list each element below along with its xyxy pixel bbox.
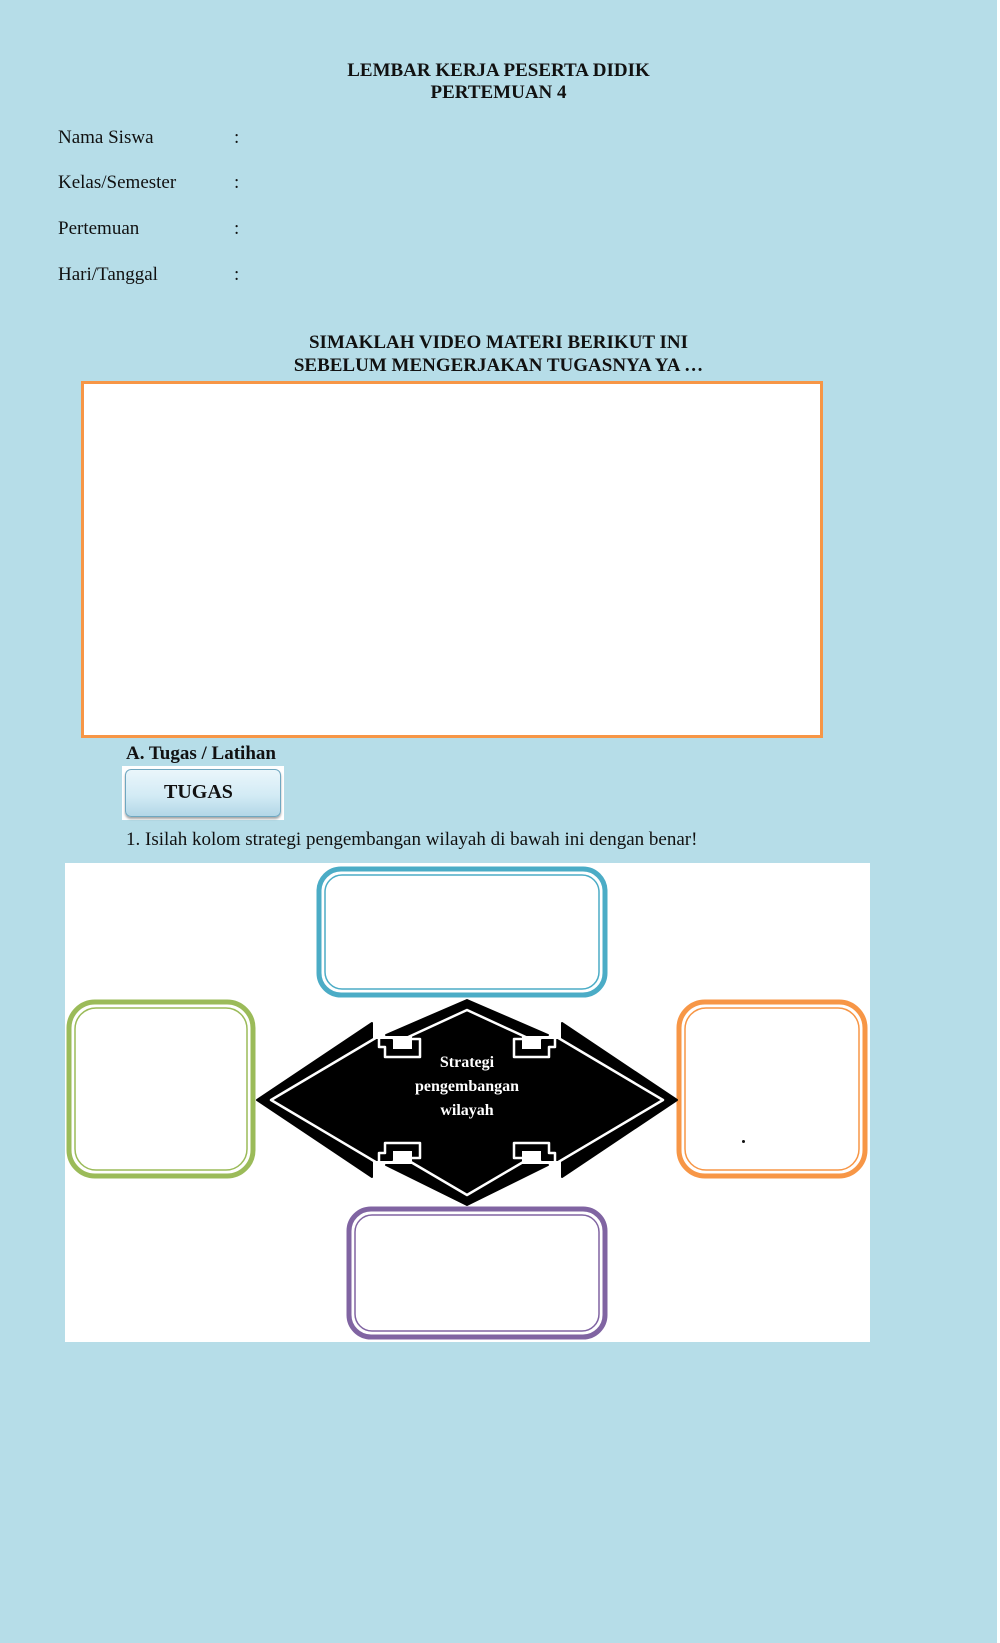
center-label-line-3: wilayah [440,1102,494,1119]
field-label-day-date: Hari/Tanggal [58,264,158,285]
tugas-button-frame [122,766,284,820]
strategy-diagram [65,863,870,1342]
field-label-student-name: Nama Siswa [58,127,154,148]
tugas-button[interactable]: TUGAS [125,769,281,817]
section-heading: A. Tugas / Latihan [126,743,276,764]
field-separator: : [234,218,240,239]
center-label-line-2: pengembangan [414,1078,520,1095]
instruction-line-1: SIMAKLAH VIDEO MATERI BERIKUT INI [308,332,689,353]
diagram-center-label [387,1051,547,1123]
field-separator: : [234,172,240,193]
left-answer-box[interactable] [69,1002,253,1176]
meeting-title: PERTEMUAN 4 [430,82,567,103]
worksheet-title: LEMBAR KERJA PESERTA DIDIK [347,60,650,81]
right-answer-box[interactable] [679,1002,865,1176]
field-separator: : [234,127,240,148]
bottom-answer-box[interactable] [349,1209,605,1337]
question-text: 1. Isilah kolom strategi pengembangan wilayah di bawah ini dengan benar! [126,829,698,850]
video-frame[interactable] [81,381,823,738]
center-label-line-1: Strategi [439,1054,495,1071]
stray-dot [742,1140,745,1143]
field-separator: : [234,264,240,285]
field-label-meeting: Pertemuan [58,218,140,239]
field-label-class-semester: Kelas/Semester [58,172,177,193]
instruction-line-2: SEBELUM MENGERJAKAN TUGASNYA YA … [293,355,704,376]
top-answer-box[interactable] [319,869,605,995]
